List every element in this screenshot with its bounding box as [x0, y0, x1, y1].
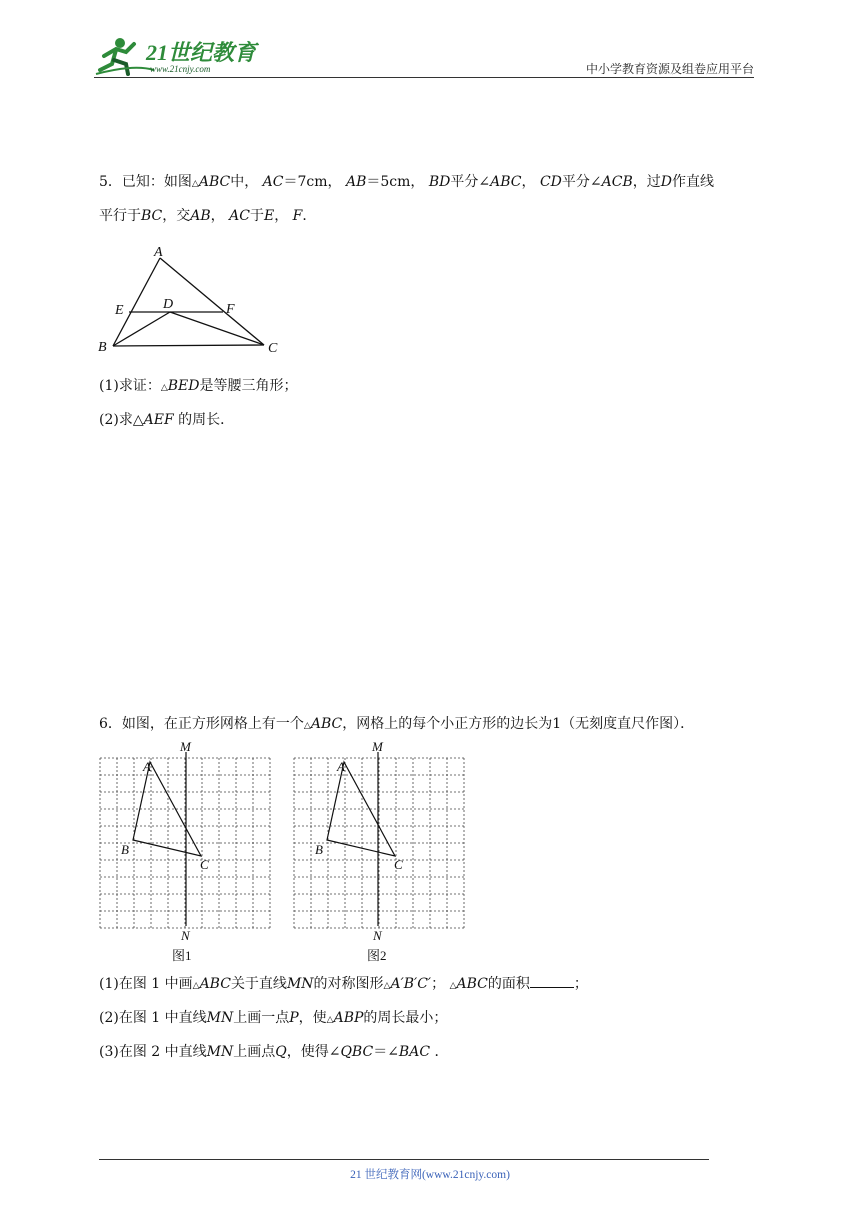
label-B: B: [98, 340, 107, 355]
caption-fig1: 图1: [172, 948, 192, 963]
label-D: D: [163, 297, 174, 312]
label-N: N: [373, 928, 382, 943]
label-C: C: [200, 857, 209, 872]
q5-sub1: (1)求证：△BED是等腰三角形；: [99, 378, 298, 394]
label-B: B: [315, 842, 323, 857]
q6-sub1: (1)在图 1 中画△ABC关于直线MN的对称图形△A′B′C′； △ABC的面积 ；: [99, 976, 588, 992]
label-C: C: [268, 341, 278, 356]
label-E: E: [115, 303, 124, 318]
q6-sub3: (3)在图 2 中直线MN上画点Q，使得∠QBC＝∠BAC ．: [99, 1044, 449, 1060]
q6-figure-1: [96, 738, 276, 968]
label-M: M: [180, 739, 191, 754]
q5-sub2: (2)求△AEF 的周长．: [99, 412, 235, 428]
logo-url: www.21cnjy.com: [150, 64, 211, 74]
q5-triangle-figure: [96, 240, 296, 360]
label-A: A: [337, 759, 345, 774]
q5-line2: 平行于BC，交AB， AC于E， F．: [99, 208, 317, 224]
q6-line1: 6．如图，在正方形网格上有一个△ABC，网格上的每个小正方形的边长为1（无刻度直尺作图）．: [99, 716, 695, 732]
label-M: M: [372, 739, 383, 754]
site-logo: [94, 34, 264, 78]
label-C: C: [394, 857, 403, 872]
logo-text: 21世纪教育: [146, 40, 257, 65]
q6-sub2: (2)在图 1 中直线MN上画一点P，使△ABP的周长最小；: [99, 1010, 448, 1026]
label-B: B: [121, 842, 129, 857]
triangle-ABC: [133, 762, 201, 856]
triangle-ABC: [327, 762, 395, 856]
label-A: A: [154, 245, 163, 260]
answer-blank[interactable]: [530, 975, 574, 988]
side-AC: [160, 258, 264, 345]
q5-line1: 5．已知：如图△ABC中， AC＝7cm， AB＝5cm， BD平分∠ABC， CD平分∠ACB，过D作直线: [99, 174, 714, 190]
segment-DC: [170, 312, 264, 345]
footer-divider: [99, 1159, 709, 1160]
side-BC: [113, 345, 264, 346]
footer-link[interactable]: 21 世纪教育网(www.21cnjy.com): [350, 1169, 510, 1181]
caption-fig2: 图2: [367, 948, 387, 963]
q6-figure-2: [290, 738, 470, 968]
label-F: F: [226, 302, 235, 317]
side-AB: [113, 258, 160, 346]
label-N: N: [181, 928, 190, 943]
platform-name: 中小学教育资源及组卷应用平台: [585, 62, 754, 76]
header-divider: [94, 77, 754, 78]
label-A: A: [143, 759, 151, 774]
